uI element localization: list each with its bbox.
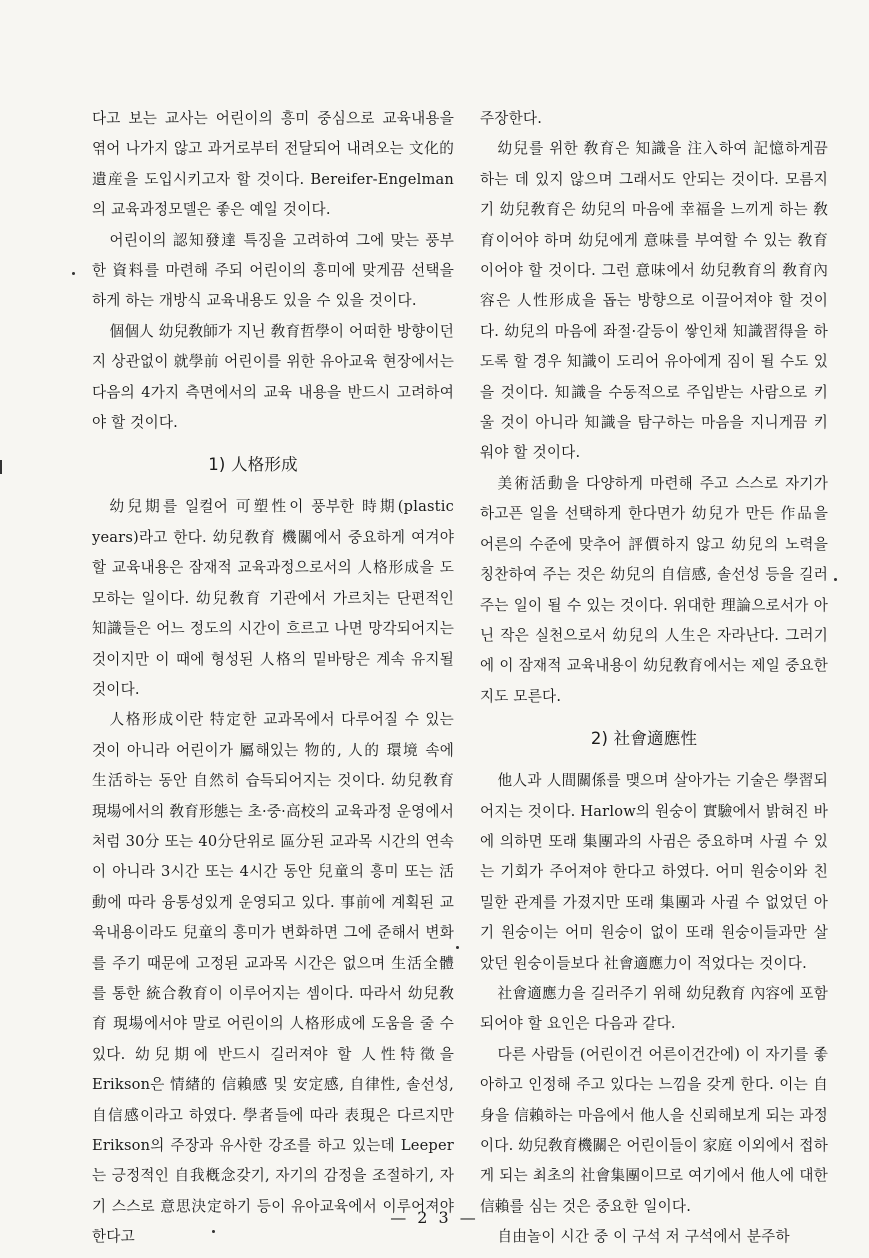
page-number: — 2 3 —: [390, 1208, 479, 1227]
scan-speck: [212, 1230, 215, 1233]
paragraph: 주장한다.: [480, 110, 543, 127]
paragraph: 다른 사람들 (어린이건 어른이건간에) 이 자기를 좋아하고 인정해 주고 있다는 느낌을 갖게 한다. 이는 自身을 信賴하는 마음에서 他人을 신뢰해보게 되는 과정이다. 幼兒敎育機關은 어린이들이 家庭 이외에서 접하게 되는 최초의 社會集團이므로 여기에서 他人에 대한 信賴를 심는 것은 중요한 일이다.: [480, 1045, 828, 1215]
paragraph: 自由놀이 시간 중 이 구석 저 구석에서 분주하: [497, 1228, 790, 1246]
paragraph: 幼兒期를 일컬어 可塑性이 풍부한 時期(plastic years)라고 한다. 幼兒敎育 機關에서 중요하게 여겨야 할 교육내용은 잠재적 교육과정으로서의 人格形成을 도모하는 일이다. 幼兒敎育 기관에서 가르치는 단편적인 知識들은 어느 정도의 시간이 흐르고 나면 망각되어지는 것이지만 이 때에 형성된 人格의 밑바탕은 계속 유지될 것이다.: [92, 498, 454, 698]
paragraph: 美術活動을 다양하게 마련해 주고 스스로 자기가 하고픈 일을 선택하게 한다면가 幼兒가 만든 作品을 어른의 수준에 맞추어 評價하지 않고 幼兒의 노력을 칭찬하여 주는 것은 幼兒의 自信感, 솔선성 등을 길러주는 일이 될 수 있는 것이다. 위대한 理論으로서가 아닌 작은 실천으로서 幼兒의 人生은 자라난다. 그러기에 이 잠재적 교육내용이 幼兒敎育에서는 제일 중요한지도 모른다.: [480, 474, 828, 705]
scan-speck: [834, 578, 837, 581]
paragraph: 어린이의 認知發達 특징을 고려하여 그에 맞는 풍부한 資料를 마련해 주되 어린이의 흥미에 맞게끔 선택을 하게 하는 개방식 교육내용도 있을 수 있을 것이다.: [92, 231, 454, 310]
scan-edge-mark: [0, 460, 2, 474]
paragraph: 다고 보는 교사는 어린이의 흥미 중심으로 교육내용을 엮어 나가지 않고 과거로부터 전달되어 내려오는 文化的 遺産을 도입시키고자 할 것이다. Bereifer-Engelman의 교육과정모델은 좋은 예일 것이다.: [92, 110, 454, 219]
paragraph: 幼兒를 위한 敎育은 知識을 注入하여 記憶하게끔 하는 데 있지 않으며 그래서도 안되는 것이다. 모름지기 幼兒敎育은 幼兒의 마음에 幸福을 느끼게 하는 敎育이어야 하며 幼兒에게 意味를 부여할 수 있는 敎育이어야 할 것이다. 그런 意味에서 幼兒敎育의 敎育內容은 人性形成을 돕는 방향으로 이끌어져야 할 것이다. 幼兒의 마음에 좌절·갈등이 쌓인채 知識習得을 하도록 할 경우 知識이 도리어 유아에게 짐이 될 수도 있을 것이다. 知識을 수동적으로 주입받는 사람으로 키울 것이 아니라 知識을 탐구하는 마음을 지니게끔 키워야 할 것이다.: [480, 140, 828, 462]
paragraph: 個個人 幼兒敎師가 지닌 敎育哲學이 어떠한 방향이던지 상관없이 就學前 어린이를 위한 유아교육 현장에서는 다음의 4가지 측면에서의 교육 내용을 반드시 고려하여야 할 것이다.: [92, 322, 454, 432]
scan-speck: [72, 272, 75, 275]
scan-speck: [456, 946, 459, 949]
section-heading-social-adaptation: 2) 社會適應性: [590, 729, 698, 749]
paragraph: 社會適應力을 길러주기 위해 幼兒敎育 內容에 포함되어야 할 요인은 다음과 같다.: [480, 984, 828, 1033]
paragraph: 他人과 人間關係를 맺으며 살아가는 기술은 學習되어지는 것이다. Harlow의 원숭이 實驗에서 밝혀진 바에 의하면 또래 集團과의 사귐은 중요하며 사귈 수 있는 기회가 주어져야 한다고 하였다. 어미 원숭이와 친밀한 관계를 가졌지만 또래 集團과 사귈 수 없었던 아기 원숭이는 어미 원숭이 없이 또래 원숭이들과만 살았던 원숭이들보다 社會適應力이 적었다는 것이다.: [480, 772, 828, 972]
paragraph: 人格形成이란 特定한 교과목에서 다루어질 수 있는 것이 아니라 어린이가 屬해있는 物的, 人的 環境 속에 生活하는 동안 自然히 습득되어지는 것이다. 幼兒敎育 現場에서의 敎育形態는 초·중·高校의 교육과정 운영에서 처럼 30分 또는 40分단위로 區分된 교과목 시간의 연속이 아니라 3시간 또는 4시간 동안 兒童의 흥미 또는 活動에 따라 융통성있게 운영되고 있다. 事前에 계획된 교육내용이라도 兒童의 흥미가 변화하면 그에 준해서 변화를 주기 때문에 고정된 교과목 시간은 없으며 生活全體를 통한 統合敎育이 이루어지는 셈이다. 따라서 幼兒敎育 現場에서야 말로 어린이의 人格形成에 도움을 줄 수 있다. 幼兒期에 반드시 길러져야 할 人性特徵을 Erikson은 情緖的 信賴感 및 安定感, 自律性, 솔선성, 自信感이라고 하였다. 學者들에 따라 表現은 다르지만 Erikson의 주장과 유사한 강조를 하고 있는데 Leeper는 긍정적인 自我槪念갖기, 자기의 감정을 조절하기, 자기 스스로 意思決定하기 등이 유아교육에서 이루어져야 한다고: [92, 711, 454, 1246]
section-heading-personality: 1) 人格形成: [208, 455, 298, 475]
right-column: [480, 104, 828, 1253]
left-column: [92, 104, 454, 1253]
